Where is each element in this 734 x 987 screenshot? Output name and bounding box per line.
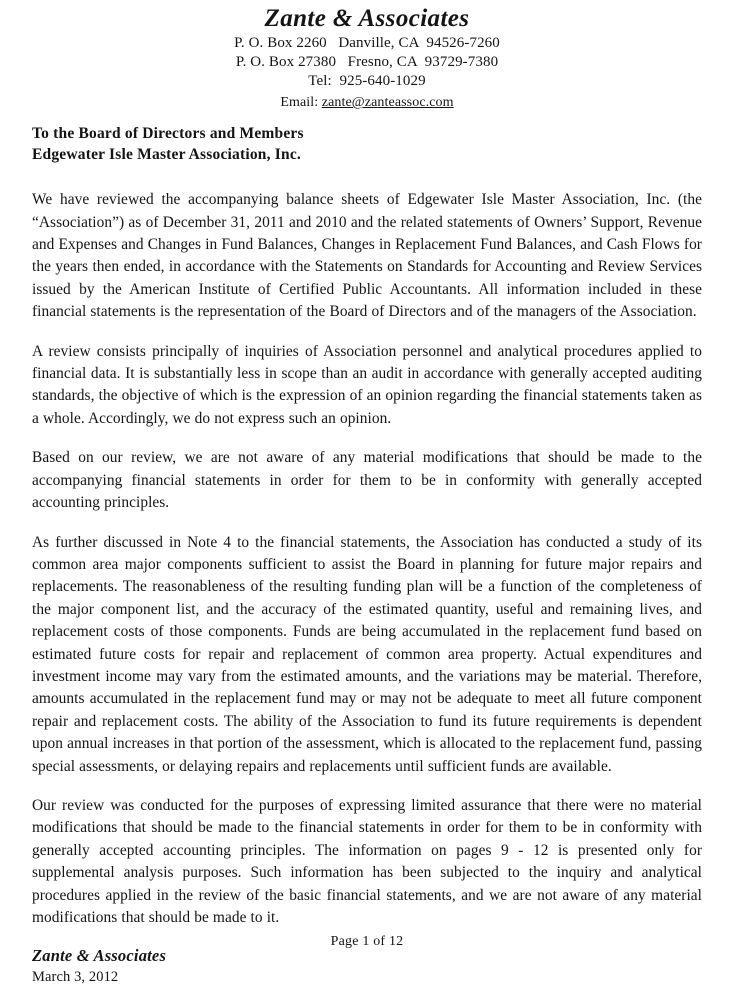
addressee-line-2: Edgewater Isle Master Association, Inc. <box>32 145 301 163</box>
paragraph-review-procedures: A review consists principally of inquiries of Association personnel and analytical procedures applied to financial data. It is substantially less in scope than an audit in accordance with generally accepted auditing standards, the objective of which is the expression of an opinion regarding the financial statements taken as a whole. Accordingly, we do not express such an opinion. <box>32 342 702 427</box>
firm-name-heading: Zante & Associates <box>264 5 470 32</box>
address-line-danville: P. O. Box 2260 Danville, CA 94526-7260 <box>234 35 500 51</box>
signature-date: March 3, 2012 <box>32 969 119 986</box>
letter-body <box>32 0 702 987</box>
paragraph-supplemental-information: Our review was conducted for the purposes of expressing limited assurance that there were no material modifications that should be made to the financial statements in order for them to be in conformity with generally accepted accounting principles. The information on pages 9 - 12 is presented only for supplemental analysis purposes. Such information has been subjected to the inquiry and analytical procedures applied in the review of the basic financial statements, and we are not aware of any material modifications that should be made to it. <box>32 796 702 926</box>
paragraph-list <box>32 189 702 929</box>
page-footer <box>0 934 734 950</box>
address-line-fresno: P. O. Box 27380 Fresno, CA 93729-7380 <box>235 54 499 71</box>
page-number-label: Page 1 of 12 <box>330 934 404 949</box>
signature-block <box>32 946 702 987</box>
paragraph-scope-of-review: We have reviewed the accompanying balance sheets of Edgewater Isle Master Association, Inc. (the “Association”) as of December 31, 2011 and 2010 and the related statements of Owners’ Support, Revenue and Expenses and Changes in Fund Balances, Changes in Replacement Fund Balances, and Cash Flows for the years then ended, in accordance with the Statements on Standards for Accounting and Review Services issued by the American Institute of Certified Public Accountants. All information included in these financial statements is the representation of the Board of Directors and of the managers of the Association. <box>32 191 702 321</box>
email-label: Email: <box>280 95 319 111</box>
email-address-link[interactable]: zante@zanteassoc.com <box>321 95 454 111</box>
paragraph-replacement-fund-note: As further discussed in Note 4 to the financial statements, the Association has conducted a study of its common area major components sufficient to assist the Board in planning for future major repairs and replacements. The reasonableness of the resulting funding plan will be a function of the completeness of the major component list, and the accuracy of the estimated quantity, useful and remaining lives, and replacement costs of those components. Funds are being accumulated in the replacement fund based on estimated future costs for repair and replacement of common area property. Actual expenditures and investment income may vary from the estimated amounts, and the variations may be material. Therefore, amounts accumulated in the replacement fund may or may not be adequate to meet all future component repair and replacement costs. The ability of the Association to fund its future requirements is dependent upon annual increases in that portion of the assessment, which is allocated to the replacement fund, passing special assessments, or delaying repairs and replacements until sufficient funds are available. <box>32 533 702 775</box>
addressee-line-1: To the Board of Directors and Members <box>32 125 304 142</box>
addressee-block <box>32 124 702 165</box>
paragraph-review-conclusion: Based on our review, we are not aware of any material modifications that should be made to the accompanying financial statements in order for them to be in conformity with generally accepted accounting principles. <box>32 449 702 512</box>
phone-line: Tel: 925-640-1029 <box>308 73 426 90</box>
signature-firm-name: Zante & Associates <box>32 946 167 966</box>
